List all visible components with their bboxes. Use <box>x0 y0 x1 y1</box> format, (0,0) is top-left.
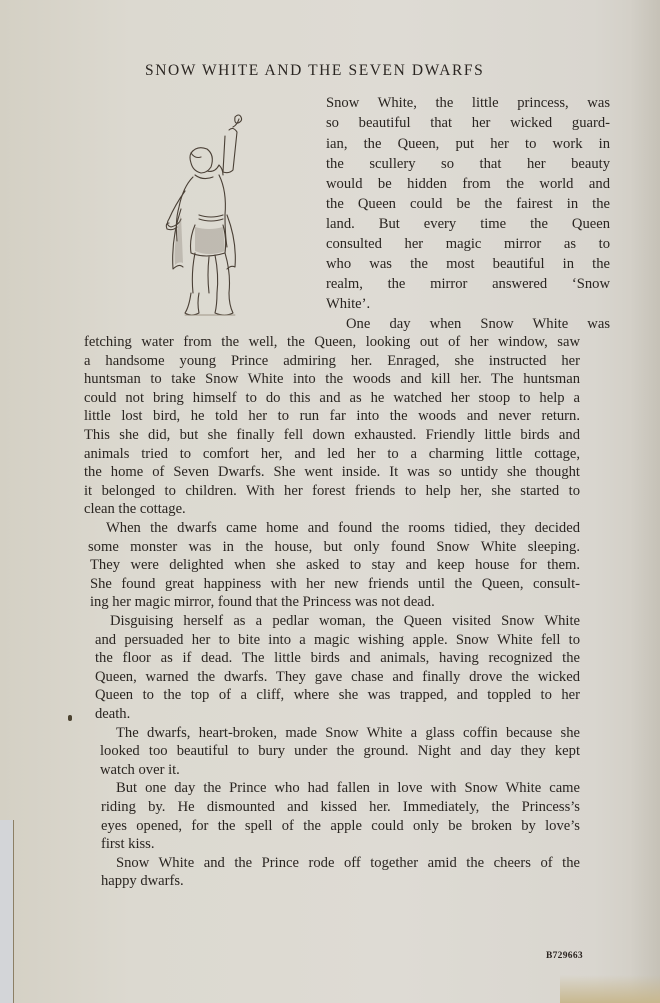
text-line: the home of Seven Dwarfs. She went inside. It was so untidy she thought <box>84 464 580 480</box>
text-line: ian, the Queen, put her to work in <box>326 136 610 152</box>
text-line: a handsome young Prince admiring her. Enraged, she instructed her <box>84 353 580 369</box>
page-shadow <box>630 0 660 1003</box>
text-line: and persuaded her to bite into a magic wishing apple. Snow White fell to <box>95 632 580 648</box>
text-line: little lost bird, he told her to run far into the woods and never return. <box>84 408 580 424</box>
page-stain <box>560 975 660 1003</box>
text-line: first kiss. <box>101 836 155 852</box>
text-line: They were delighted when she asked to stay and keep house for them. <box>90 557 580 573</box>
text-line: so beautiful that her wicked guard- <box>326 115 610 131</box>
text-line: consulted her magic mirror as to <box>326 236 610 252</box>
text-line: could not bring himself to do this and as he watched her stoop to help a <box>84 390 580 406</box>
text-line: the floor as if dead. The little birds and animals, having recognized the <box>95 650 580 666</box>
text-line: animals tried to comfort her, and led her to a charming little cottage, <box>84 446 580 462</box>
prince-illustration <box>155 105 265 325</box>
text-line: ing her magic mirror, found that the Princess was not dead. <box>90 594 435 610</box>
text-line: This she did, but she finally fell down exhausted. Friendly little birds and <box>84 427 580 443</box>
text-line: Queen to the top of a cliff, where she was trapped, and toppled to her <box>95 687 580 703</box>
text-line: eyes opened, for the spell of the apple could only be broken by love’s <box>101 818 580 834</box>
text-line: it belonged to children. With her forest friends to help her, she started to <box>84 483 580 499</box>
text-line: some monster was in the house, but only found Snow White sleeping. <box>88 539 580 555</box>
text-line: When the dwarfs came home and found the rooms tidied, they decided <box>106 520 580 536</box>
text-line: The dwarfs, heart-broken, made Snow White a glass coffin because she <box>116 725 580 741</box>
ink-spot <box>68 715 72 721</box>
text-line: White’. <box>326 296 371 312</box>
text-line: clean the cottage. <box>84 501 186 517</box>
text-line: Snow White, the little princess, was <box>326 95 610 111</box>
text-line: death. <box>95 706 131 722</box>
text-line: But one day the Prince who had fallen in love with Snow White came <box>116 780 580 796</box>
text-line: Disguising herself as a pedlar woman, the Queen visited Snow White <box>110 613 580 629</box>
text-line: riding by. He dismounted and kissed her. Immediately, the Princess’s <box>101 799 580 815</box>
text-line: One day when Snow White was <box>346 316 610 332</box>
text-line: the Queen could be the fairest in the <box>326 196 610 212</box>
text-line: realm, the mirror answered ‘Snow <box>326 276 610 292</box>
text-line: land. But every time the Queen <box>326 216 610 232</box>
text-line: Snow White and the Prince rode off together amid the cheers of the <box>116 855 580 871</box>
text-line: looked too beautiful to bury under the ground. Night and day they kept <box>100 743 580 759</box>
text-line: the scullery so that her beauty <box>326 156 610 172</box>
catalog-number: B729663 <box>546 951 583 961</box>
text-line: fetching water from the well, the Queen, looking out of her window, saw <box>84 334 580 350</box>
text-line: who was the most beautiful in the <box>326 256 610 272</box>
text-line: She found great happiness with her new friends until the Queen, consult- <box>90 576 580 592</box>
page-edge <box>0 820 14 1003</box>
text-line: happy dwarfs. <box>101 873 184 889</box>
text-line: would be hidden from the world and <box>326 176 610 192</box>
text-line: watch over it. <box>100 762 180 778</box>
text-line: huntsman to take Snow White into the woods and kill her. The huntsman <box>84 371 580 387</box>
page-title: SNOW WHITE AND THE SEVEN DWARFS <box>145 62 485 79</box>
text-line: Queen, warned the dwarfs. They gave chase and finally drove the wicked <box>95 669 580 685</box>
